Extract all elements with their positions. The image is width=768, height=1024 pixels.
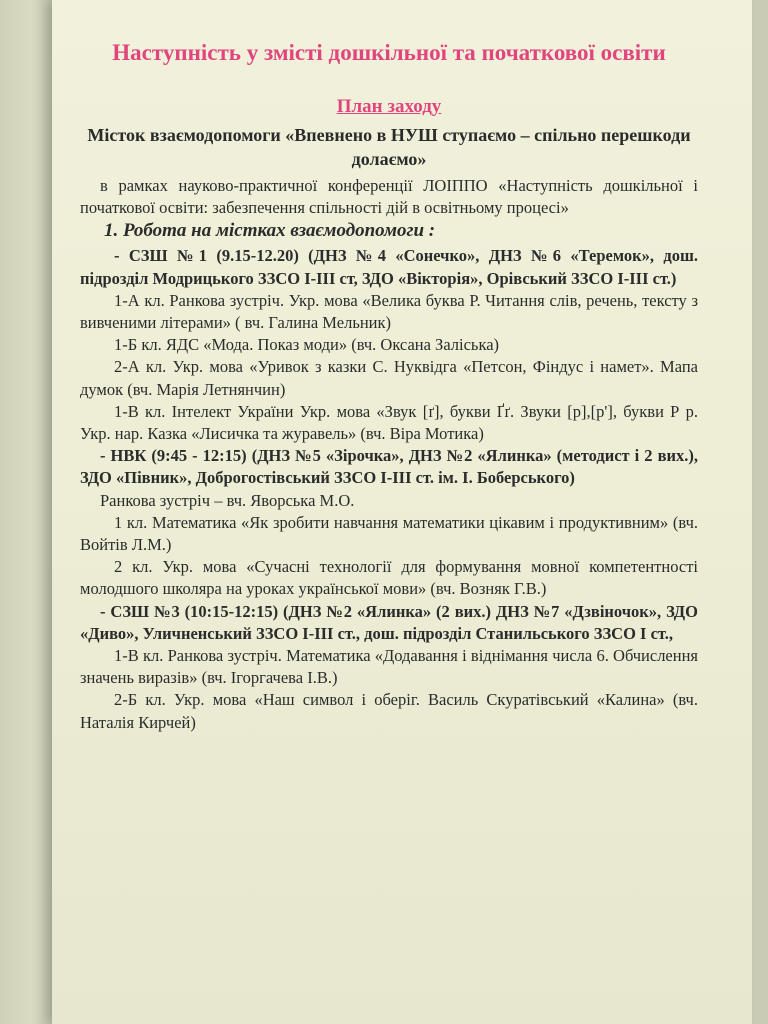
event-subtitle: Місток взаємодопомоги «Впевнено в НУШ ступаємо – спільно перешкоди долаємо» [87, 125, 691, 169]
lesson-item: 2 кл. Укр. мова «Сучасні технології для формування мовної компетентності молодшого школяра на уроках української мови» (вч. Возняк Г.В.) [80, 557, 698, 599]
school-block-3 [80, 601, 698, 734]
lesson-item: 1-А кл. Ранкова зустріч. Укр. мова «Велика буква Р. Читання слів, речень, тексту з вивченими літерами» ( вч. Галина Мельник) [80, 290, 698, 333]
lesson-item: 1-В кл. Ранкова зустріч. Математика «Додавання і віднімання числа 6. Обчислення значень виразів» (вч. Ігоргачева І.В.) [80, 646, 698, 688]
lesson-item: 2-А кл. Укр. мова «Уривок з казки С. Нуквідга «Петсон, Фіндус і намет». Мапа думок (вч. Марія Летнянчин) [80, 357, 698, 399]
school-block-2 [80, 445, 698, 600]
page-edge [0, 0, 52, 1024]
lesson-item: 1-Б кл. ЯДС «Мода. Показ моди» (вч. Оксана Заліська) [114, 335, 500, 355]
plan-heading: План заходу [336, 96, 442, 117]
intro-paragraph: в рамках науково-практичної конференції ЛОІППО «Наступність дошкільної і початкової освіти: забезпечення спільності дій в освітньому процесі» [80, 176, 698, 218]
document-content [80, 38, 698, 734]
school-header: - СЗШ №3 (10:15-12:15) (ДНЗ №2 «Ялинка» (2 вих.) ДНЗ №7 «Дзвіночок», ЗДО «Диво», Уличненський ЗЗСО І-ІІІ ст., дош. підрозділ Станильського ЗЗСО І ст., [80, 601, 698, 643]
document-title: Наступність у змісті дошкільної та початкової освіти [112, 40, 666, 65]
lesson-item: 1 кл. Математика «Як зробити навчання математики цікавим і продуктивним» (вч. Войтів Л.М.) [80, 512, 698, 555]
section-heading: 1. Робота на містках взаємодопомоги : [104, 220, 436, 242]
school-header: - СЗШ №1 (9.15-12.20) (ДНЗ №4 «Сонечко», ДНЗ №6 «Теремок», дош. підрозділ Модрицького ЗЗСО І-ІІІ ст, ЗДО «Вікторія», Орівський ЗЗСО І-ІІІ ст.) [80, 246, 698, 288]
school-block-1 [80, 245, 698, 445]
school-header: - НВК (9:45 - 12:15) (ДНЗ №5 «Зірочка», ДНЗ №2 «Ялинка» (методист і 2 вих.), ЗДО «Півник», Доброгостівський ЗЗСО І-ІІІ ст. ім. І. Боберського) [80, 446, 698, 488]
lesson-item: Ранкова зустріч – вч. Яворська М.О. [100, 490, 355, 510]
lesson-item: 2-Б кл. Укр. мова «Наш символ і оберіг. Василь Скуратівський «Калина» (вч. Наталія Кирчей) [80, 690, 698, 732]
lesson-item: 1-В кл. Інтелект України Укр. мова «Звук [ґ], букви Ґґ. Звуки [р],[р'], букви Р р. Укр. нар. Казка «Лисичка та журавель» (вч. Віра Мотика) [80, 401, 698, 444]
